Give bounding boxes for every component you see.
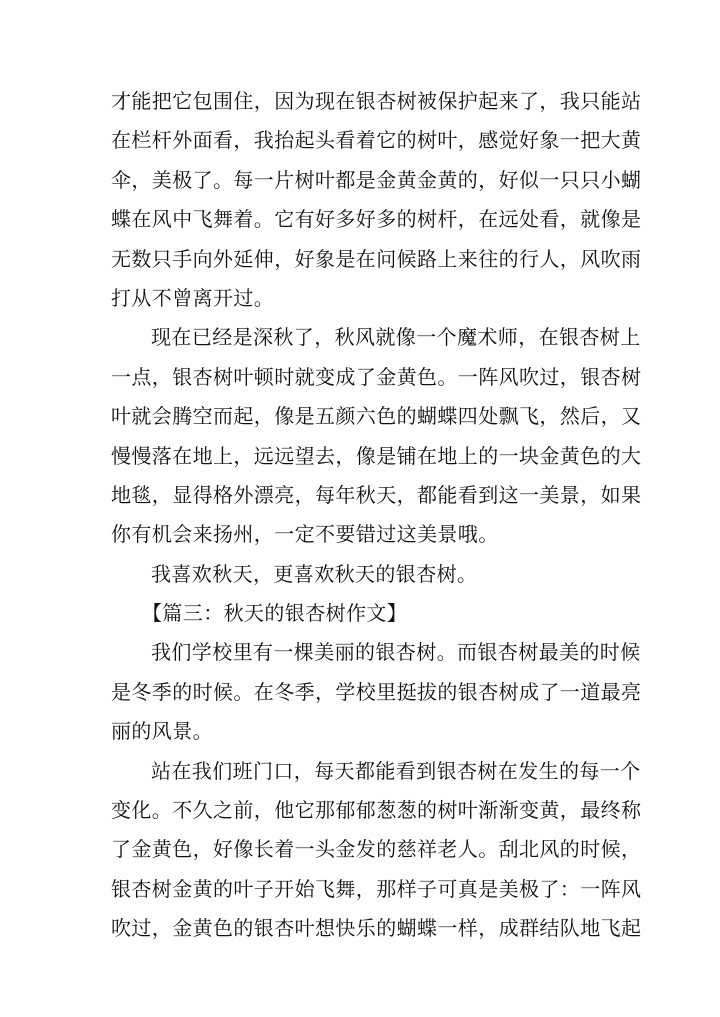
text-line: 打从不曾离开过。 — [111, 285, 275, 310]
text-line: 慢慢落在地上，远远望去，像是铺在地上的一块金黄色的大 — [111, 443, 642, 468]
text-line: 无数只手向外延伸，好象是在问候路上来往的行人，风吹雨 — [111, 246, 642, 271]
text-line: 丽的风景。 — [111, 719, 213, 744]
text-line: 了金黄色，好像长着一头金发的慈祥老人。刮北风的时候， — [111, 837, 642, 862]
text-line: 变化。不久之前，他它那郁郁葱葱的树叶渐渐变黄，最终称 — [111, 798, 642, 823]
text-line: 银杏树金黄的叶子开始飞舞，那样子可真是美极了：一阵风 — [111, 876, 642, 901]
section-heading: 【篇三：秋天的银杏树作文】 — [142, 601, 408, 626]
paragraph-first-line: 我们学校里有一棵美丽的银杏树。而银杏树最美的时候 — [151, 640, 641, 665]
text-line: 在栏杆外面看，我抬起头看着它的树叶，感觉好象一把大黄 — [111, 128, 642, 153]
text-line: 你有机会来扬州，一定不要错过这美景哦。 — [111, 522, 499, 547]
document-body — [111, 82, 642, 949]
text-line: 伞，美极了。每一片树叶都是金黄金黄的，好似一只只小蝴 — [111, 167, 642, 192]
text-line: 吹过，金黄色的银杏叶想快乐的蝴蝶一样，成群结队地飞起 — [111, 916, 642, 941]
text-line: 是冬季的时候。在冬季，学校里挺拔的银杏树成了一道最亮 — [111, 679, 642, 704]
text-line: 蝶在风中飞舞着。它有好多好多的树杆，在远处看，就像是 — [111, 207, 642, 232]
text-line: 地毯，显得格外漂亮，每年秋天，都能看到这一美景，如果 — [111, 482, 642, 507]
paragraph-first-line: 站在我们班门口，每天都能看到银杏树在发生的每一个 — [151, 758, 641, 783]
text-line: 才能把它包围住，因为现在银杏树被保护起来了，我只能站 — [111, 89, 642, 113]
text-line: 叶就会腾空而起，像是五颜六色的蝴蝶四处飘飞，然后，又 — [111, 404, 642, 429]
paragraph-first-line: 现在已经是深秋了，秋风就像一个魔术师，在银杏树上 — [151, 325, 641, 350]
text-line: 一点，银杏树叶顿时就变成了金黄色。一阵风吹过，银杏树 — [111, 364, 642, 389]
paragraph-first-line: 我喜欢秋天，更喜欢秋天的银杏树。 — [151, 561, 478, 586]
